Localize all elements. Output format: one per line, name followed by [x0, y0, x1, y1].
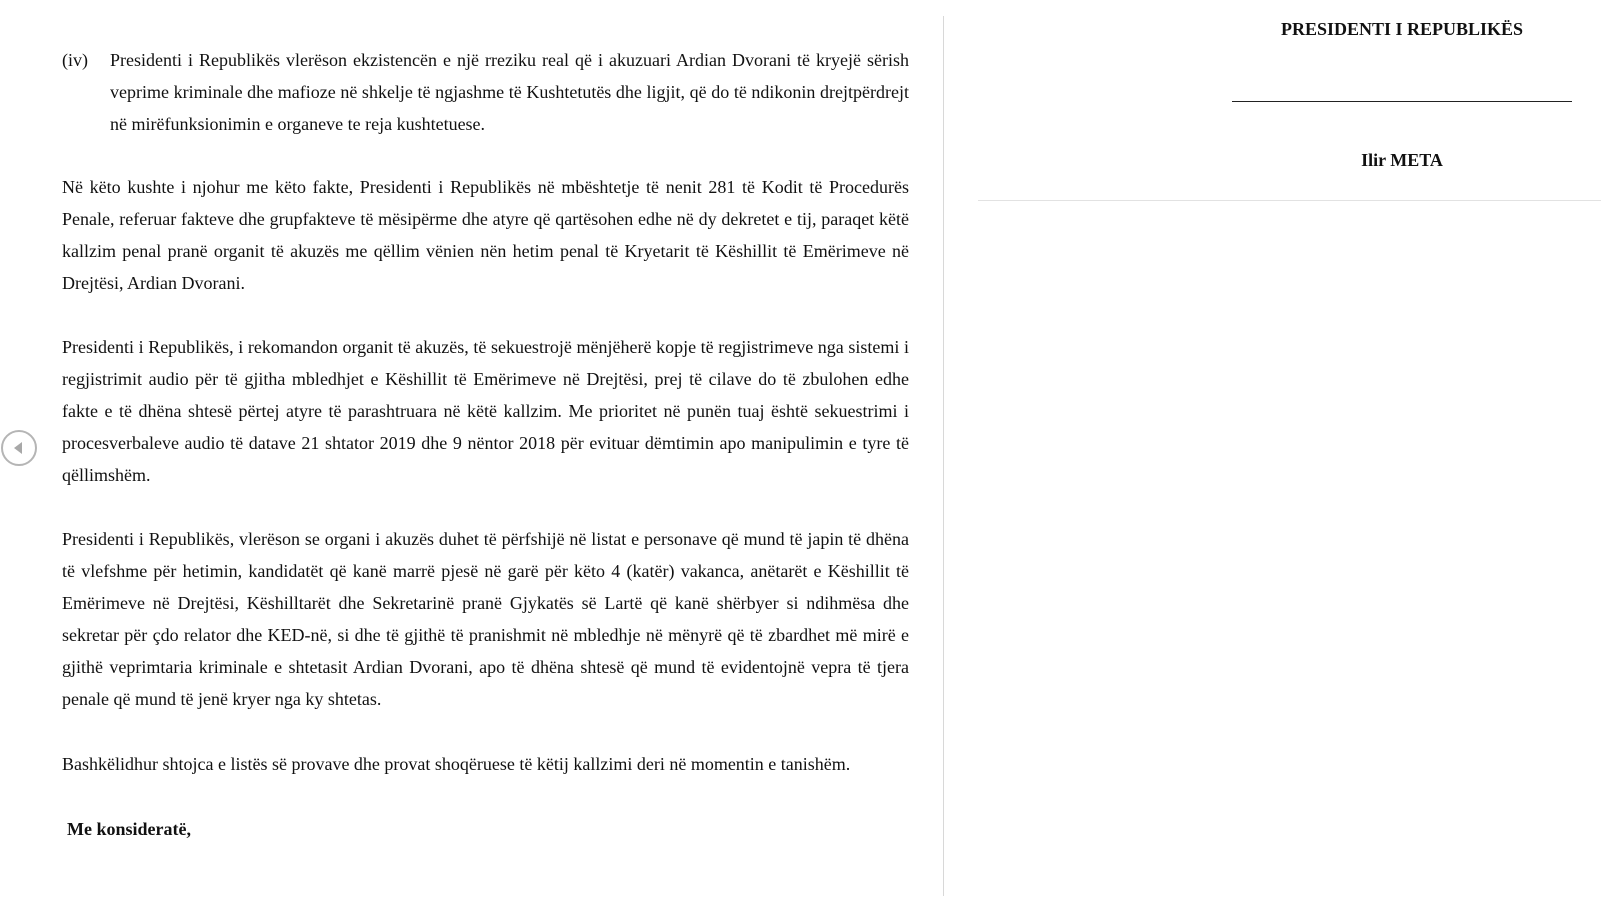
section-rule	[978, 200, 1601, 201]
chevron-left-icon	[11, 440, 27, 456]
list-item-text: Presidenti i Republikës vlerëson ekzistencën e një rreziku real që i akuzuari Ardian Dvorani të kryejë sërish veprime kriminale dhe mafioze në shkelje të ngjashme të Kushtetutës dhe ligjit, që do të ndikonin drejtpërdrejt në mirëfunksionimin e organeve te reja kushtetuese.	[110, 50, 909, 134]
signature-name: Ilir META	[1361, 150, 1443, 170]
previous-page-button[interactable]	[1, 430, 37, 466]
signature-line	[1232, 101, 1572, 102]
list-item-iv	[62, 44, 909, 140]
paragraph-witness-list: Presidenti i Republikës, vlerëson se organi i akuzës duhet të përfshijë në listat e personave që mund të japin të dhëna të vlefshme për hetimin, kandidatët që kanë marrë pjesë në garë për këto 4 (katër) vakanca, anëtarët e Këshillit të Emërimeve në Drejtësi, Këshilltarët dhe Sekretarinë pranë Gjykatës së Lartë që kanë shërbyer si ndihmësa dhe sekretar për çdo relator dhe KED-në, si dhe të gjithë të pranishmit në mbledhje në mënyrë që të zbardhet më mirë e gjithë veprimtaria kriminale e shtetasit Ardian Dvorani, apo të dhëna shtesë që mund të evidentojnë vepra të tjera penale që mund të jenë kryer nga ky shtetas.	[62, 529, 909, 709]
paragraph-seizure-recommendation: Presidenti i Republikës, i rekomandon organit të akuzës, të sekuestrojë mënjëherë kopje të regjistrimeve nga sistemi i regjistrimit audio për të gjitha mbledhjet e Këshillit të Emërimeve në Drejtësi, prej të cilave do të zbulohen edhe fakte e të dhëna shtesë përtej atyre të parashtruara në këtë kallzim. Me prioritet në punën tuaj është sekuestrimi i procesverbaleve audio të datave 21 shtator 2019 dhe 9 nëntor 2018 për evituar dëmtimin apo manipulimin e tyre të qëllimshëm.	[62, 337, 909, 485]
list-item-marker: (iv)	[62, 50, 88, 70]
signature-title: PRESIDENTI I REPUBLIKËS	[1280, 19, 1524, 39]
paragraph-attachments: Bashkëlidhur shtojca e listës së provave dhe provat shoqëruese të këtij kallzimi deri në momentin e tanishëm.	[62, 754, 851, 774]
closing-salutation: Me konsideratë,	[67, 819, 191, 839]
paragraph-criminal-report: Në këto kushte i njohur me këto fakte, Presidenti i Republikës në mbështetje të nenit 281 të Kodit të Procedurës Penale, referuar fakteve dhe grupfakteve të mësipërme dhe atyre që qartësohen edhe në dy dekretet e tij, paraqet këtë kallzim penal pranë organit të akuzës me qëllim vënien nën hetim penal të Kryetarit të Këshillit të Emërimeve në Drejtësi, Ardian Dvorani.	[62, 177, 909, 293]
document-page-right	[944, 0, 1601, 914]
